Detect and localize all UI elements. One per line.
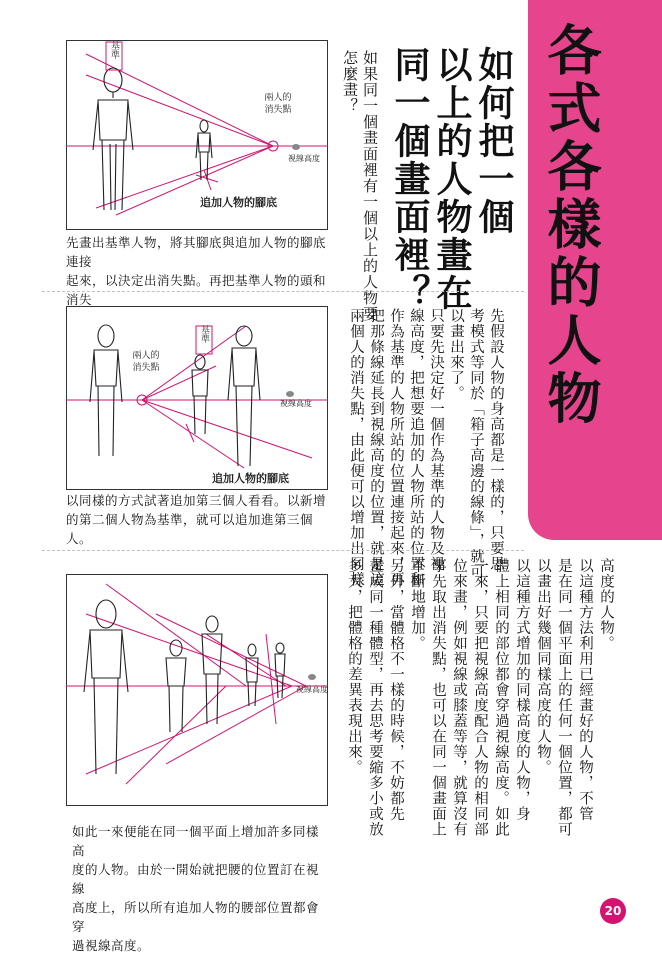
figure-2 [66, 306, 328, 490]
intro-text: 如果同一個畫面裡有一個以上的人物要 怎麼畫？ [341, 50, 379, 322]
figure-1-label-foot: 追加人物的腳底 [200, 196, 277, 209]
figure-2-label-base: 基準 [199, 325, 209, 343]
eye-icon [308, 674, 316, 680]
separator-2 [42, 550, 524, 551]
figure-2-caption-text: 以同樣的方式試著追加第三個人看看。以新增 的第二個人物為基準，就可以追加進第三個 人。 [66, 493, 327, 546]
figure-3-label-eye-level: 視線高度 [296, 685, 328, 694]
figure-2-label-eye-level: 視線高度 [280, 399, 312, 408]
figure-3-caption-text: 如此一來便能在同一個平面上增加許多同樣高 度的人物。由於一開始就把腰的位置訂在視線 高度上，所以所有追加人物的腰部位置都會穿 過視線高度。 [72, 824, 320, 953]
figure-1-caption-text: 先畫出基準人物，將其腳底與追加人物的腳底連接 起來，以決定出消失點。再把基準人物的頭和消失 [66, 235, 327, 307]
eye-icon [292, 144, 300, 150]
body-paragraph-1: 先假設人物的身高都是一樣的，只要思 考模式等同於「箱子高邊的線條」，就可 以畫出來了。 只要先決定好一個作為基準的人物及視 線高度，把想要追加的人物所站的位置和 作為基準的人物所站的位置連接起來，再 把那條線延長到視線高度的位置，就是這 兩個人的消失點，由此便可以增加出同樣 [348, 308, 504, 587]
figure-2-label-vanishing: 兩人的消失點 [132, 351, 160, 373]
figure-1 [66, 40, 328, 230]
figure-3 [66, 574, 328, 806]
figure-1-label-vanishing: 兩人的消失點 [264, 93, 292, 115]
page-headline: 如何把一個 以上的人物畫在 同一個畫面裡？ [389, 46, 514, 312]
eye-icon [286, 391, 294, 397]
figure-1-label-base: 基準 [109, 41, 119, 59]
section-title: 各式各樣的人物 [539, 22, 602, 428]
figure-2-label-foot: 追加人物的腳底 [212, 472, 289, 485]
figure-2-caption [66, 491, 328, 548]
body-paragraph-2: 高度的人物。 以這種方法利用已經畫好的人物，不管 是在同一個平面上的任何一個位置，都可 以畫出好幾個同樣高度的人物。 以這種方式增加的同樣高度的人物，身 體上相同的部位都會穿過視線高度。如此 一來，只要把視線高度配合人物的相同部 位來畫，例如視線或膝蓋等等，就算沒有 事先取出消失點，也可以在同一個畫面上 不斷地增加。 另外，當體格不一樣的時候，不妨都先 畫成同一種體型，再去思考要縮多小或放 多大，把體格的差異表現出來。 [346, 558, 614, 837]
figure-1-label-eye-level: 視線高度 [288, 154, 320, 163]
page-number: 20 [600, 898, 626, 924]
figure-3-caption [72, 822, 330, 955]
